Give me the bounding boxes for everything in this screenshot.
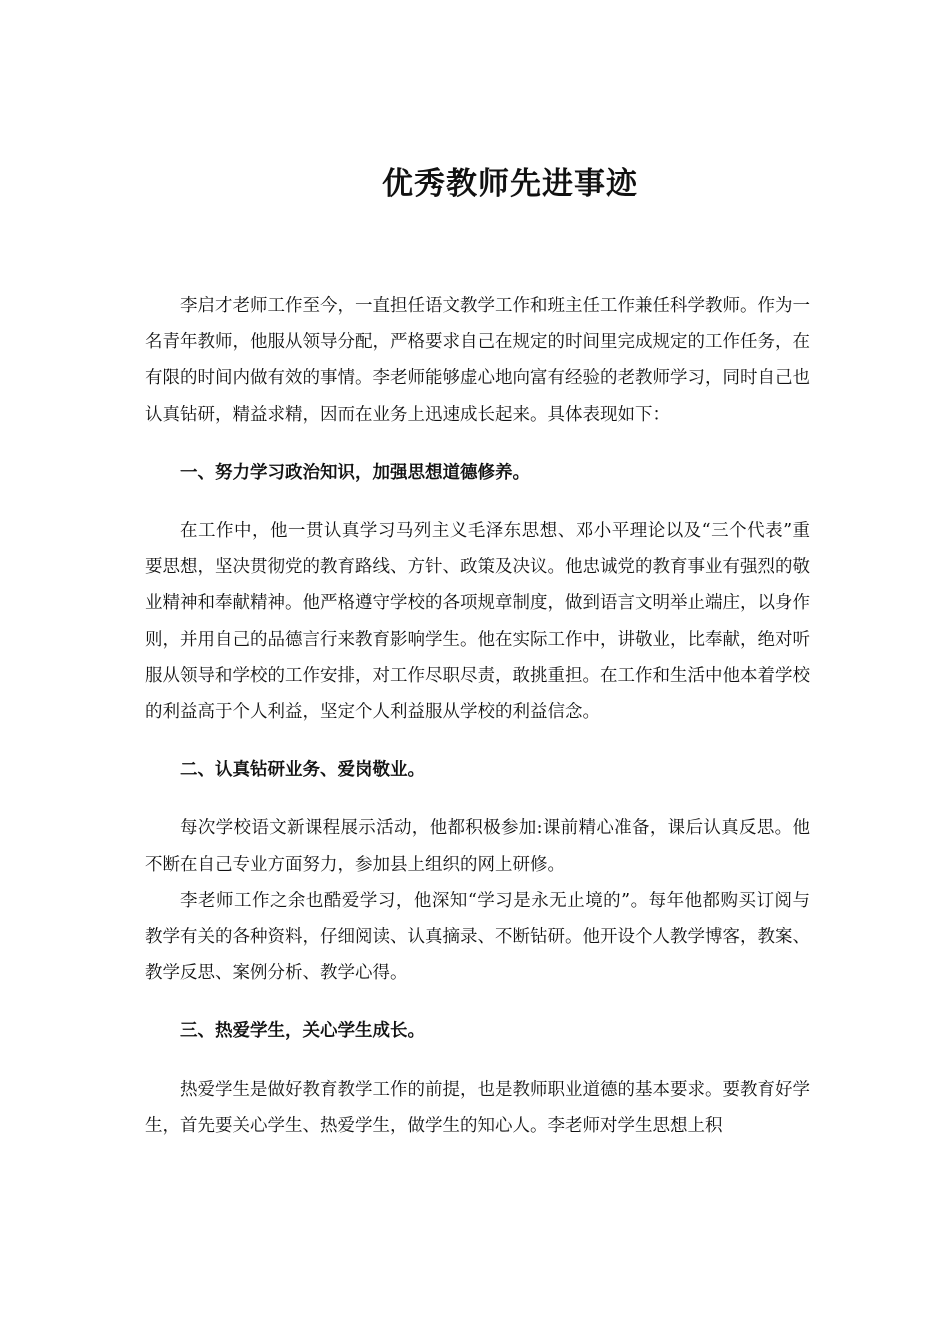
section-heading-3: 三、热爱学生，关心学生成长。 xyxy=(180,1021,425,1042)
spacer xyxy=(145,788,810,810)
document-body xyxy=(145,288,810,1144)
spacer xyxy=(145,433,810,455)
section-heading-1: 一、努力学习政治知识，加强思想道德修养。 xyxy=(180,462,530,483)
section-1-paragraph-1: 在工作中，他一贯认真学习马列主义毛泽东思想、邓小平理论以及“三个代表”重要思想，坚决贯彻党的教育路线、方针、政策及决议。他忠诚党的教育事业有强烈的敬业精神和奉献精神。他严格遵守学校的各项规章制度，做到语言文明举止端庄，以身作则，并用自己的品德言行来教育影响学生。他在实际工作中，讲敬业，比奉献，绝对听服从领导和学校的工作安排，对工作尽职尽责，敢挑重担。在工作和生活中他本着学校的利益高于个人利益，坚定个人利益服从学校的利益信念。 xyxy=(145,521,810,723)
spacer xyxy=(145,991,810,1013)
spacer xyxy=(145,491,810,513)
section-heading-2: 二、认真钻研业务、爱岗敬业。 xyxy=(180,760,425,781)
spacer xyxy=(145,730,810,752)
section-2-paragraph-1: 每次学校语文新课程展示活动，他都积极参加:课前精心准备，课后认真反思。他不断在自己专业方面努力，参加县上组织的网上研修。 xyxy=(145,818,810,875)
intro-paragraph: 李启才老师工作至今，一直担任语文教学工作和班主任工作兼任科学教师。作为一名青年教师，他服从领导分配，严格要求自己在规定的时间里完成规定的工作任务，在有限的时间内做有效的事情。李老师能够虚心地向富有经验的老教师学习，同时自己也认真钻研，精益求精，因而在业务上迅速成长起来。具体表现如下： xyxy=(145,296,810,425)
spacer xyxy=(145,1050,810,1072)
section-2-paragraph-2: 李老师工作之余也酷爱学习，他深知“学习是永无止境的”。每年他都购买订阅与教学有关的各种资料，仔细阅读、认真摘录、不断钻研。他开设个人教学博客，教案、教学反思、案例分析、教学心得。 xyxy=(145,890,810,984)
section-3-paragraph-1: 热爱学生是做好教育教学工作的前提，也是教师职业道德的基本要求。要教育好学生，首先要关心学生、热爱学生，做学生的知心人。李老师对学生思想上积 xyxy=(145,1079,810,1136)
document-title: 优秀教师先进事迹 xyxy=(382,166,638,202)
